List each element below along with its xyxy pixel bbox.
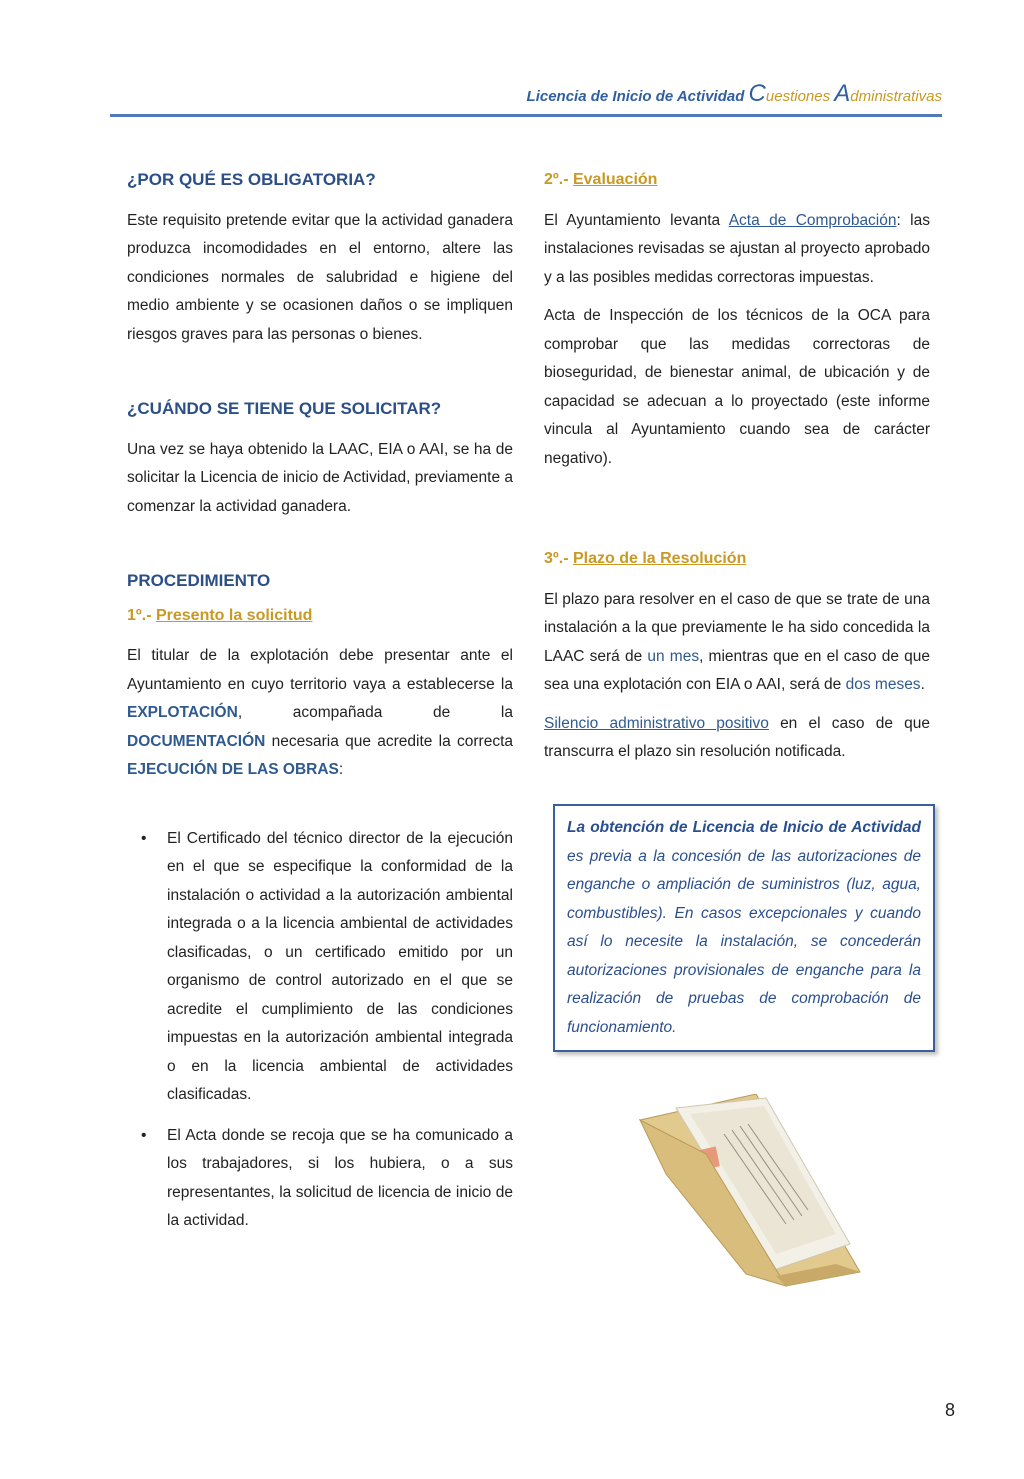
highlight-explotacion: EXPLOTACIÓN bbox=[127, 704, 238, 721]
step-3-text-a: El plazo para resolver en el caso de que se trate de una instalación a la que previamente le ha sido concedida la LAAC será de bbox=[544, 590, 930, 665]
step-3-text-c: . bbox=[920, 676, 925, 693]
running-header bbox=[110, 80, 942, 108]
heading-when-request: ¿CUÁNDO SE TIENE QUE SOLICITAR? bbox=[127, 399, 442, 418]
step-3-silencio-text: en el caso de que transcurra el plazo sin resolución notificada. bbox=[544, 714, 930, 760]
header-title: Licencia de Inicio de Actividad bbox=[526, 88, 745, 105]
paragraph-step-3-silencio bbox=[544, 710, 930, 767]
paragraph-step-2-inspeccion: Acta de Inspección de los técnicos de la OCA para comprobar que las medidas correctoras de bioseguridad, de bienestar animal, de ubicación y de capacidad se adecuan a lo proyectado (este informe vincula al Ayuntamiento cuando sea de carácter negativo). bbox=[544, 307, 930, 467]
step-3-heading bbox=[544, 545, 930, 574]
callout-strong-text: La obtención de Licencia de Inicio de Actividad bbox=[567, 819, 921, 836]
header-c-rest: uestiones bbox=[765, 88, 831, 105]
step-2-text-a: El Ayuntamiento levanta bbox=[544, 211, 721, 229]
step-1-text-c: necesaria que acredite la correcta bbox=[271, 732, 513, 750]
paragraph-step-2-acta bbox=[544, 207, 930, 293]
paragraph-step-1 bbox=[127, 642, 513, 785]
header-a-capital: A bbox=[834, 80, 851, 107]
header-c-capital: C bbox=[748, 80, 766, 107]
step-2-heading bbox=[544, 166, 930, 195]
step-1-title: Presento la solicitud bbox=[155, 606, 313, 624]
callout-text: es previa a la concesión de las autorizaciones de enganche o ampliación de suministros (luz, agua, combustibles). En casos excepcionales y cuando así lo necesite la instalación, se concederán autorizaciones provisionales de enganche para la realización de pruebas de comprobación de funcionamiento. bbox=[567, 847, 921, 1036]
step-1-heading bbox=[127, 602, 513, 631]
step-1-text-b: , acompañada de la bbox=[237, 704, 513, 721]
paragraph-why-mandatory: Este requisito pretende evitar que la actividad ganadera produzca incomodidades en el entorno, altere las condiciones normales de salubridad e higiene del medio ambiente y se ocasionen daños o se impliquen riesgos graves para las personas o bienes. bbox=[127, 211, 513, 343]
step-1-text-d: : bbox=[338, 761, 344, 778]
step-3-title: Plazo de la Resolución bbox=[572, 550, 747, 567]
step-1-number: 1º.- bbox=[127, 606, 152, 624]
heading-procedure: PROCEDIMIENTO bbox=[127, 571, 271, 590]
list-item bbox=[141, 1122, 513, 1236]
page-number: 8 bbox=[945, 1400, 956, 1420]
step-2-title: Evaluación bbox=[572, 171, 658, 188]
highlight-acta-comprobacion: Acta de Comprobación bbox=[728, 211, 897, 229]
callout-box bbox=[553, 804, 935, 1052]
header-a-rest: dministrativas bbox=[850, 88, 942, 105]
list-item bbox=[141, 825, 513, 1110]
step-2-text-b: : las instalaciones revisadas se ajustan al proyecto aprobado y a las posibles medidas correctoras impuestas. bbox=[544, 211, 930, 286]
highlight-documentacion: DOCUMENTACIÓN bbox=[127, 732, 266, 750]
list-item-text: El Acta donde se recoja que se ha comunicado a los trabajadores, si los hubiera, o a sus representantes, la solicitud de licencia de inicio de la actividad. bbox=[167, 1126, 513, 1229]
step-3-number: 3º.- bbox=[544, 550, 569, 567]
heading-why-mandatory: ¿POR QUÉ ES OBLIGATORIA? bbox=[127, 170, 376, 189]
step-3-text-b: , mientras que en el caso de que sea una explotación con EIA o AAI, será de bbox=[544, 647, 930, 693]
folder-with-documents-icon bbox=[636, 1094, 866, 1294]
list-item-text: El Certificado del técnico director de la ejecución en el que se especifique la conformidad de la instalación o actividad a la autorización ambiental integrada o a la licencia ambiental de actividades clasificadas, o un certificado emitido por un organismo de control autorizado en el que se acredite el cumplimiento de las condiciones impuestas en la autorización ambiental integrada o en la licencia ambiental de actividades clasificadas. bbox=[167, 829, 513, 1103]
right-column bbox=[544, 166, 930, 767]
highlight-dos-meses: dos meses bbox=[845, 676, 921, 693]
step-1-text-a: El titular de la explotación debe presentar ante el Ayuntamiento en cuyo territorio vaya a establecerse la bbox=[127, 647, 513, 693]
highlight-un-mes: un mes bbox=[647, 647, 700, 665]
header-divider bbox=[110, 114, 942, 117]
highlight-silencio-positivo: Silencio administrativo positivo bbox=[544, 714, 769, 732]
requirements-list bbox=[127, 825, 513, 1236]
step-2-number: 2º.- bbox=[544, 171, 569, 188]
paragraph-step-3-plazo bbox=[544, 586, 930, 700]
highlight-ejecucion-obras: EJECUCIÓN DE LAS OBRAS bbox=[127, 761, 339, 778]
bullet-icon: • bbox=[141, 829, 147, 847]
left-column bbox=[127, 166, 513, 1236]
paragraph-when-request: Una vez se haya obtenido la LAAC, EIA o AAI, se ha de solicitar la Licencia de inicio de Actividad, previamente a comenzar la actividad ganadera. bbox=[127, 440, 513, 515]
bullet-icon: • bbox=[141, 1126, 147, 1144]
